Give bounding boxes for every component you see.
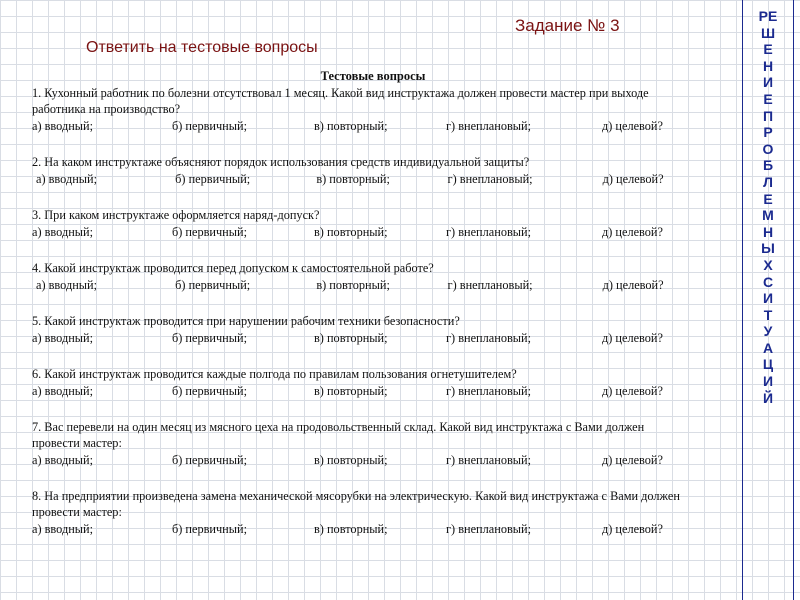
side-divider-right xyxy=(793,0,794,600)
side-letter: М xyxy=(762,207,774,224)
test-content xyxy=(32,68,702,557)
answer-option-c: в) повторный; xyxy=(316,278,390,292)
answer-option-c: в) повторный; xyxy=(314,453,388,467)
question-1 xyxy=(32,85,702,134)
question-5 xyxy=(32,313,702,346)
side-vertical-text xyxy=(748,8,788,406)
answer-option-a: а) вводный; xyxy=(32,522,94,536)
answer-option-d: г) внеплановый; xyxy=(446,453,532,467)
question-2 xyxy=(32,154,702,187)
answer-option-b: б) первичный; xyxy=(172,522,248,536)
answer-option-d: г) внеплановый; xyxy=(446,119,532,133)
side-letter: Е xyxy=(763,190,773,207)
question-text: 6. Какой инструктаж проводится каждые полгода по правилам пользования огнетушителем? xyxy=(32,367,517,381)
answer-option-a: а) вводный; xyxy=(32,331,94,345)
answer-option-e: д) целевой? xyxy=(602,331,663,345)
answer-option-e: д) целевой? xyxy=(602,278,664,292)
question-text: 7. Вас перевели на один месяц из мясного цеха на продовольственный склад. Какой вид инструктажа с Вами должен провести мастер: xyxy=(32,420,645,450)
answer-option-c: в) повторный; xyxy=(314,522,388,536)
question-7 xyxy=(32,419,702,468)
side-letter: Н xyxy=(762,223,774,240)
answer-option-d: г) внеплановый; xyxy=(446,331,532,345)
question-text: 3. При каком инструктаже оформляется наряд-допуск? xyxy=(32,208,320,222)
question-text: 4. Какой инструктаж проводится перед допуском к самостоятельной работе? xyxy=(32,261,434,275)
answer-option-c: в) повторный; xyxy=(314,384,388,398)
side-letter: О xyxy=(762,140,774,157)
question-text: 5. Какой инструктаж проводится при нарушении рабочим техники безопасности? xyxy=(32,314,460,328)
side-letter: Е xyxy=(763,41,773,58)
question-text: 1. Кухонный работник по болезни отсутствовал 1 месяц. Какой вид инструктажа должен провести мастер при выходе работника на производство? xyxy=(32,86,649,116)
side-letter: Ш xyxy=(760,24,776,41)
answer-option-d: г) внеплановый; xyxy=(446,225,532,239)
answer-options xyxy=(32,277,702,293)
answer-options xyxy=(32,224,702,240)
answer-option-b: б) первичный; xyxy=(175,278,251,292)
answer-option-a: а) вводный; xyxy=(32,119,94,133)
side-letter: И xyxy=(762,373,774,390)
page-heading: Ответить на тестовые вопросы xyxy=(86,39,318,56)
question-text: 2. На каком инструктаже объясняют порядок использования средств индивидуальной защиты? xyxy=(32,155,530,169)
side-letter: Н xyxy=(762,57,774,74)
question-text: 8. На предприятии произведена замена механической мясорубки на электрическую. Какой вид инструктажа с Вами должен провести мастер: xyxy=(32,489,680,519)
side-letter: Й xyxy=(762,389,774,406)
side-letter: С xyxy=(762,273,774,290)
side-letter: Х xyxy=(763,256,773,273)
answer-option-e: д) целевой? xyxy=(602,453,663,467)
answer-options xyxy=(32,521,702,537)
answer-option-a: а) вводный; xyxy=(36,278,98,292)
answer-option-d: г) внеплановый; xyxy=(447,172,533,186)
answer-options xyxy=(32,383,702,399)
side-letter: РЕ xyxy=(758,8,778,24)
answer-option-e: д) целевой? xyxy=(602,119,663,133)
answer-option-c: в) повторный; xyxy=(314,331,388,345)
question-4 xyxy=(32,260,702,293)
answer-options xyxy=(32,171,702,187)
answer-option-a: а) вводный; xyxy=(32,453,94,467)
side-letter: А xyxy=(762,339,774,356)
answer-option-e: д) целевой? xyxy=(602,172,664,186)
answer-option-d: г) внеплановый; xyxy=(446,522,532,536)
side-divider-left xyxy=(742,0,743,600)
answer-option-e: д) целевой? xyxy=(602,225,663,239)
answer-option-b: б) первичный; xyxy=(175,172,251,186)
side-letter: Т xyxy=(763,306,773,323)
answer-option-e: д) целевой? xyxy=(602,384,663,398)
question-6 xyxy=(32,366,702,399)
answer-options xyxy=(32,118,702,134)
answer-option-b: б) первичный; xyxy=(172,119,248,133)
side-letter: П xyxy=(762,107,774,124)
side-letter: И xyxy=(762,290,774,307)
answer-option-a: а) вводный; xyxy=(32,225,94,239)
side-letter: И xyxy=(762,74,774,91)
side-letter: Ы xyxy=(761,240,775,257)
task-title: Задание № 3 xyxy=(515,16,620,35)
answer-option-b: б) первичный; xyxy=(172,453,248,467)
question-3 xyxy=(32,207,702,240)
side-letter: Ц xyxy=(762,356,774,373)
answer-option-b: б) первичный; xyxy=(172,225,248,239)
answer-option-d: г) внеплановый; xyxy=(447,278,533,292)
side-letter: У xyxy=(763,323,773,340)
answer-option-d: г) внеплановый; xyxy=(446,384,532,398)
answer-option-e: д) целевой? xyxy=(602,522,663,536)
answer-option-c: в) повторный; xyxy=(314,119,388,133)
answer-option-a: а) вводный; xyxy=(36,172,98,186)
answer-option-c: в) повторный; xyxy=(314,225,388,239)
side-letter: Е xyxy=(763,90,773,107)
answer-option-b: б) первичный; xyxy=(172,384,248,398)
question-8 xyxy=(32,488,702,537)
answer-option-b: б) первичный; xyxy=(172,331,248,345)
answer-option-a: а) вводный; xyxy=(32,384,94,398)
side-letter: Л xyxy=(763,173,773,190)
answer-options xyxy=(32,452,702,468)
answer-options xyxy=(32,330,702,346)
test-title: Тестовые вопросы xyxy=(320,69,426,83)
answer-option-c: в) повторный; xyxy=(316,172,390,186)
side-letter: Р xyxy=(763,124,773,141)
side-letter: Б xyxy=(762,157,774,174)
